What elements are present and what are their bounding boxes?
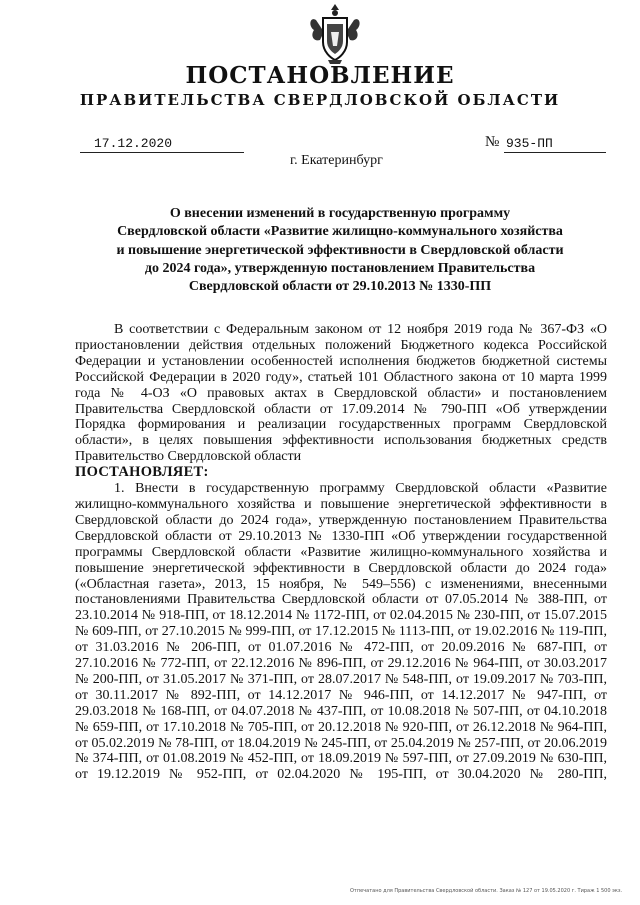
document-date: 17.12.2020 (80, 136, 244, 153)
issuer-title: ПРАВИТЕЛЬСТВА СВЕРДЛОВСКОЙ ОБЛАСТИ (79, 91, 561, 109)
document-type-title: ПОСТАНОВЛЕНИЕ (185, 62, 455, 89)
subject-line: Свердловской области «Развитие жилищно-коммунального хозяйства (117, 224, 563, 240)
subject-line: Свердловской области от 29.10.2013 № 1330-ПП (188, 279, 492, 295)
decree-word: ПОСТАНОВЛЯЕТ: (75, 464, 209, 481)
city-line: г. Екатеринбург (290, 153, 383, 168)
print-note: Отпечатано для Правительства Свердловской области. Заказ № 127 от 19.05.2020 г. Тираж 1 500 экз. (350, 888, 623, 894)
subject-line: О внесении изменений в государственную программу (169, 206, 511, 221)
item-1-paragraph: 1. Внести в государственную программу Свердловской области «Развитие жилищно-коммунального хозяйства и повышение энергетической эффективности в Свердловской области до 2024 года», утвержденную постановлением Правительства Свердловской области от 29.10.2013 № 1330-ПП «Об утверждении государственной программы Свердловской области «Развитие жилищно-коммунального хозяйства и повышение энергетической эффективности в Свердловской области до 2024 года» («Областная газета», 2013, 15 ноября, № 549–556) с изменениями, внесенными постановлениями Правительства Свердловской области от 07.05.2014 № 388-ПП, от 23.10.2014 № 918-ПП, от 18.12.2014 № 1172-ПП, от 02.04.2015 № 230-ПП, от 15.07.2015 № 609-ПП, от 27.10.2015 № 999-ПП, от 17.12.2015 № 1113-ПП, от 19.02.2016 № 119-ПП, от 31.03.2016 № 206-ПП, от 01.07.2016 № 472-ПП, от 20.09.2016 № 687-ПП, от 27.10.2016 № 772-ПП, от 22.12.2016 № 896-ПП, от 29.12.2016 № 964-ПП, от 30.03.2017 № 200-ПП, от 31.05.2017 № 371-ПП, от 28.07.2017 № 548-ПП, от 19.09.2017 № 703-ПП, от 30.11.2017 № 892-ПП, от 14.12.2017 № 946-ПП, от 14.12.2017 № 947-ПП, от 29.03.2018 № 168-ПП, от 04.07.2018 № 437-ПП, от 10.08.2018 № 507-ПП, от 04.10.2018 № 659-ПП, от 17.10.2018 № 705-ПП, от 20.12.2018 № 920-ПП, от 26.12.2018 № 964-ПП, от 05.02.2019 № 78-ПП, от 18.04.2019 № 245-ПП, от 25.04.2019 № 257-ПП, от 20.06.2019 № 374-ПП, от 01.08.2019 № 452-ПП, от 18.09.2019 № 597-ПП, от 27.09.2019 № 630-ПП, от 19.12.2019 № 952-ПП, от 02.04.2020 № 195-ПП, от 30.04.2020 № 280-ПП, (75, 481, 607, 783)
preamble-paragraph: В соответствии с Федеральным законом от 12 ноября 2019 года № 367-ФЗ «О приостановлении действия отдельных положений Бюджетного кодекса Российской Федерации и установлении особенностей исполнения бюджетов бюджетной системы Российской Федерации в 2020 году», статьей 101 Областного закона от 10 марта 1999 года № 4-ОЗ «О правовых актах в Свердловской области» и постановлением Правительства Свердловской области от 17.09.2014 № 790-ПП «Об утверждении Порядка формирования и реализации государственных программ Свердловской области», в целях повышения эффективности использования бюджетных средств Правительство Свердловской области (75, 322, 607, 465)
document-number: 935-ПП (504, 136, 606, 153)
subject-line: до 2024 года», утвержденную постановлением Правительства (144, 260, 536, 276)
number-sign: № (485, 134, 500, 150)
document-body (75, 322, 607, 783)
coat-of-arms-icon (306, 2, 364, 66)
document-subject (75, 205, 605, 296)
subject-line: и повышение энергетической эффективности в Свердловской области (116, 242, 564, 258)
